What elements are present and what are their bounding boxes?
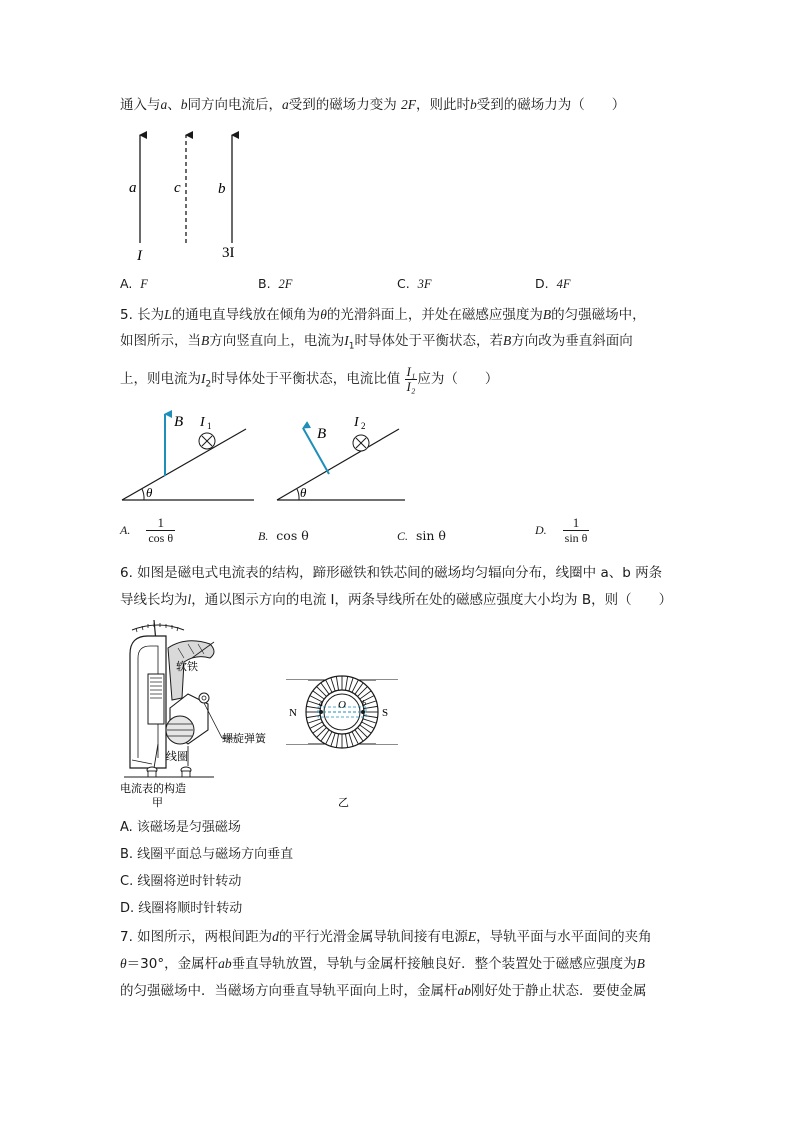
q6-line2: 导线长均为l，通以图示方向的电流 I，两条导线所在处的磁感应强度大小均为 B，则（ ） — [120, 592, 673, 608]
q4-option-c[interactable]: C. 3F — [397, 276, 432, 291]
svg-text:O: O — [338, 699, 346, 711]
svg-text:电流表的构造: 电流表的构造 — [120, 783, 186, 795]
current-a: I — [137, 248, 142, 264]
svg-text:B: B — [174, 414, 184, 430]
q4-option-b[interactable]: B. 2F — [258, 276, 293, 291]
svg-text:a: a — [319, 699, 323, 708]
current-ratio-fraction: $\frac{\text{I₁}}{\text{I₂}}$ — [406, 363, 416, 394]
svg-text:S: S — [382, 707, 389, 719]
q4-option-d[interactable]: D. 4F — [535, 276, 571, 291]
q6-choice-a[interactable]: A. 该磁场是匀强磁场 — [120, 820, 241, 835]
label-a: a — [129, 180, 137, 196]
svg-text:b: b — [362, 699, 366, 708]
q5-figure-2 — [273, 408, 413, 504]
svg-text:B: B — [317, 426, 327, 442]
q6-line1: 6. 如图是磁电式电流表的结构，蹄形磁铁和铁芯间的磁场均匀辐向分布，线圈中 a、b 两条 — [120, 565, 663, 581]
svg-text:θ: θ — [300, 485, 307, 500]
svg-text:乙: 乙 — [338, 797, 349, 809]
current-b: 3I — [222, 245, 235, 261]
svg-text:1: 1 — [207, 421, 212, 431]
svg-text:螺旋弹簧: 螺旋弹簧 — [222, 733, 266, 745]
q6-choice-c[interactable]: C. 线圈将逆时针转动 — [120, 874, 242, 889]
q5-line1: 5. 长为L的通电直导线放在倾角为θ的光滑斜面上，并处在磁感应强度为B的匀强磁场中， — [120, 307, 646, 323]
svg-text:I: I — [200, 415, 205, 430]
q5-option-a[interactable]: A. $\frac{1}{\text{cos θ}}$ — [120, 515, 174, 545]
svg-text:软铁: 软铁 — [176, 661, 198, 673]
q7-line3: 的匀强磁场中．当磁场方向垂直导轨平面向上时，金属杆ab刚好处于静止状态．要使金属 — [120, 983, 647, 999]
svg-text:N: N — [289, 707, 297, 719]
q5-option-c[interactable]: C. sin θ — [397, 528, 446, 543]
q6-figure-yi — [280, 674, 404, 810]
q4-stem: 通入与a、b同方向电流后，a受到的磁场力变为 2F，则此时b受到的磁场力为（ ） — [120, 97, 626, 113]
q5-figure-1 — [118, 408, 258, 504]
q7-line1: 7. 如图所示，两根间距为d的平行光滑金属导轨间接有电源E，导轨平面与水平面间的夹角 — [120, 929, 652, 945]
q4-figure — [120, 125, 270, 265]
q6-choice-b[interactable]: B. 线圈平面总与磁场方向垂直 — [120, 847, 294, 862]
svg-text:θ: θ — [146, 485, 153, 500]
svg-text:I: I — [354, 415, 359, 430]
q7-line2: θ＝30°，金属杆ab垂直导轨放置，导轨与金属杆接触良好．整个装置处于磁感应强度为B — [120, 956, 645, 972]
svg-text:甲: 甲 — [152, 797, 163, 809]
q5-option-d[interactable]: D. $\frac{1}{\text{sin θ}}$ — [535, 515, 588, 545]
label-b: b — [218, 181, 226, 197]
q5-line2: 如图所示，当B方向竖直向上，电流为$I_1$时导体处于平衡状态，若B方向改为垂直斜面向 — [120, 333, 633, 352]
svg-text:线圈: 线圈 — [166, 751, 188, 763]
q5-option-b[interactable]: B. cos θ — [258, 528, 309, 543]
svg-text:2: 2 — [361, 421, 366, 431]
q4-option-a[interactable]: A. F — [120, 276, 148, 291]
label-c: c — [174, 180, 181, 196]
q6-figure-jia — [118, 618, 278, 810]
q5-line3: 上，则电流为$I_2$时导体处于平衡状态，电流比值 $\frac{\text{I₁}}{\text{I₂}}$ 应为（ ） — [120, 363, 499, 394]
q6-choice-d[interactable]: D. 线圈将顺时针转动 — [120, 901, 243, 916]
